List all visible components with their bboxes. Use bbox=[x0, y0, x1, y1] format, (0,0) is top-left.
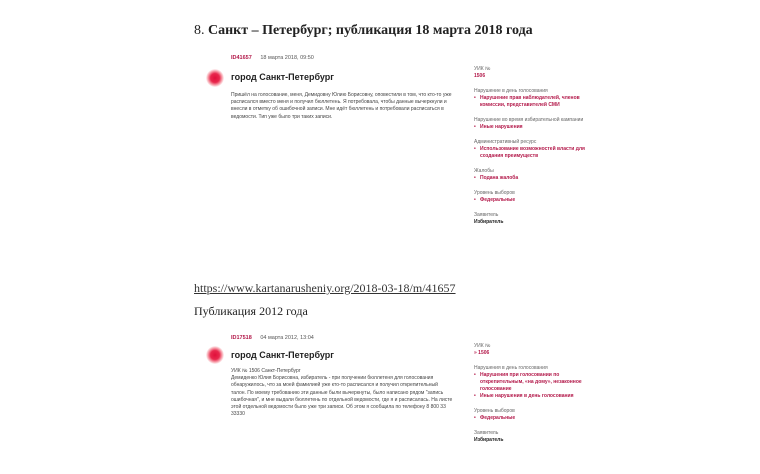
subheading: Публикация 2012 года bbox=[194, 304, 308, 318]
applicant-value: Избиратель bbox=[474, 219, 504, 225]
violation-tag[interactable]: • Нарушение прав наблюдателей, членов комиссии, представителей СМИ bbox=[474, 95, 600, 109]
sidebar-section-title: Уровень выборов bbox=[474, 190, 515, 196]
sidebar-section-applicant bbox=[474, 212, 600, 226]
section-title: Санкт – Петербург; публикация 18 марта 2018 года bbox=[208, 23, 533, 38]
uik-number[interactable]: 1506 bbox=[474, 73, 486, 79]
sidebar-section-violation-day bbox=[474, 88, 600, 109]
report-id[interactable]: ID41657 bbox=[231, 55, 252, 61]
report-body bbox=[231, 368, 476, 418]
report-date: 04 марта 2012, 13:04 bbox=[260, 335, 314, 341]
report-body-line: УИК № 1506 Санкт-Петербург bbox=[231, 368, 301, 374]
violation-tag[interactable]: • Использование возможностей власти для создания преимуществ bbox=[474, 146, 600, 160]
report-date: 18 марта 2018, 09:50 bbox=[260, 55, 314, 61]
report-body-line: расписался вместо меня и получил бюллетень. Я потребовала, чтобы данные вычеркнули и bbox=[231, 99, 447, 106]
uik-number[interactable]: » 1506 bbox=[474, 350, 490, 356]
sidebar-section-applicant bbox=[474, 430, 600, 444]
sidebar-section-title: Жалобы bbox=[474, 168, 494, 174]
report-body-line: ошибочная", и мне выдали бюллетень по отдельной ведомости, где я и расписалась. На листе bbox=[231, 396, 453, 403]
report-body-line: ведомости. Тип уже было три таких записи. bbox=[231, 113, 333, 120]
sidebar-section-title: Уровень выборов bbox=[474, 408, 515, 414]
election-level-tag[interactable]: • Федеральные bbox=[474, 415, 600, 422]
sidebar-section-violation-day bbox=[474, 365, 600, 400]
report-id[interactable]: ID17518 bbox=[231, 335, 252, 341]
violation-tag[interactable]: • Иные нарушения в день голосования bbox=[474, 393, 600, 400]
sidebar-section-violation-campaign bbox=[474, 117, 600, 131]
sidebar-section-title: Нарушение в день голосования bbox=[474, 88, 548, 94]
sidebar-section-title: Заявитель bbox=[474, 430, 499, 436]
section-number: 8. bbox=[194, 23, 205, 38]
report-meta bbox=[231, 55, 314, 61]
sidebar-section-title: Нарушение во время избирательной кампании bbox=[474, 117, 584, 123]
election-level-tag[interactable]: • Федеральные bbox=[474, 197, 600, 204]
violation-tag[interactable]: • Иные нарушения bbox=[474, 124, 600, 131]
sidebar-section-title: УИК № bbox=[474, 343, 491, 349]
section-heading bbox=[194, 23, 533, 39]
applicant-value: Избиратель bbox=[474, 437, 504, 443]
report-sidebar bbox=[474, 343, 600, 452]
report-city: город Санкт-Петербург bbox=[231, 72, 335, 82]
complaint-tag[interactable]: • Подана жалоба bbox=[474, 175, 600, 182]
sidebar-section-admin-resource bbox=[474, 139, 600, 160]
report-body-line: обнаружилось, что за моей фамилией уже кто-то расписался и получил открепительный bbox=[231, 382, 438, 389]
report-body-line: Пришёл на голосование, меня, Демидовну Юлию Борисовну, оповестили в том, что кто-то уже bbox=[231, 92, 452, 98]
report-body-line: этой отдельной ведомости было уже три записи. Об этом я сообщила по телефону 8 800 33 bbox=[231, 404, 446, 411]
sidebar-section-uik bbox=[474, 343, 600, 357]
sidebar-section-title: Нарушения в день голосования bbox=[474, 365, 548, 371]
sidebar-section-title: Заявитель bbox=[474, 212, 499, 218]
map-marker-icon bbox=[206, 346, 224, 364]
sidebar-section-uik bbox=[474, 66, 600, 80]
report-card-2018 bbox=[200, 52, 600, 257]
report-city: город Санкт-Петербург bbox=[231, 350, 335, 360]
report-body-line: талон. По моему требованию эти данные были вычеркнуты, было написано рядом "запись bbox=[231, 389, 444, 396]
report-meta bbox=[231, 335, 314, 341]
report-body-line: внесли в отметку об ошибочной записи. Мне идёт бюллетень и потребовали расписаться в bbox=[231, 106, 444, 113]
report-sidebar bbox=[474, 66, 600, 234]
report-card-2012 bbox=[200, 332, 600, 474]
sidebar-section-complaints bbox=[474, 168, 600, 182]
report-body-line: 33330 bbox=[231, 411, 245, 418]
source-link[interactable]: https://www.kartanarusheniy.org/2018-03-18/m/41657 bbox=[194, 281, 456, 295]
violation-tag[interactable]: • Нарушения при голосовании по открепительным, «на дому», незаконное голосование bbox=[474, 372, 600, 393]
report-body-line: Демиденко Юлия Борисовна, избиратель - при получении бюллетеня для голосования bbox=[231, 375, 434, 382]
sidebar-section-title: Административный ресурс bbox=[474, 139, 537, 145]
sidebar-section-election-level bbox=[474, 190, 600, 204]
report-body bbox=[231, 92, 476, 121]
sidebar-section-election-level bbox=[474, 408, 600, 422]
sidebar-section-title: УИК № bbox=[474, 66, 491, 72]
map-marker-icon bbox=[206, 69, 224, 87]
